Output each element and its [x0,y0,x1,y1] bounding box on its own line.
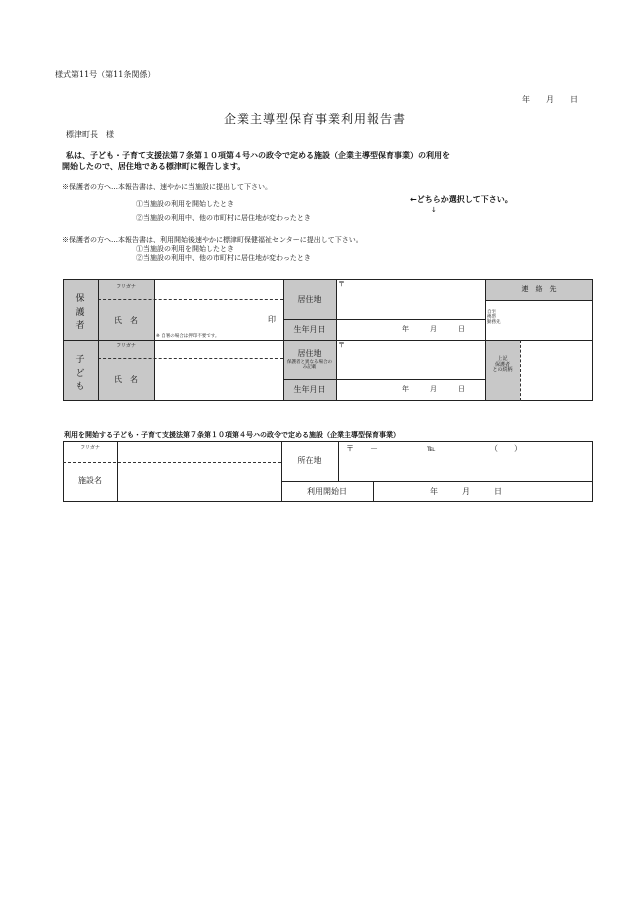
facility-name-field[interactable] [119,465,279,500]
col-divider [338,441,339,481]
phone-icon: ℡ [427,444,436,453]
note1-option2[interactable]: ②当施設の利用中、他の市町村に居住地が変わったとき [136,214,311,222]
note2-option1: ①当施設の利用を開始したとき [136,245,234,253]
name-label: 氏 名 [114,316,138,325]
furigana-label: フリガナ [116,343,136,349]
facility-postal[interactable]: 〒 － [346,444,378,453]
facility-furigana-label: フリガナ [80,445,100,451]
page-title: 企業主導型保育事業利用報告書 [223,112,406,126]
statement-line-2: 開始したので、居住地である標津町に報告します。 [62,162,246,171]
facility-section-heading: 利用を開始する子ども・子育て支援法第７条第１０項第４号ハの政令で定める施設（企業主導型保育事業） [64,431,400,439]
dashed-divider [98,358,283,359]
facility-furigana-field[interactable] [119,443,279,460]
postal-mark: 〒 [338,280,345,288]
child-name-field[interactable] [156,360,281,399]
birthdate-label: 生年月日 [293,325,326,334]
col-divider [373,481,374,502]
contact-field[interactable] [505,302,591,338]
date-line: 年 月 日 [522,95,578,104]
note2-option2: ②当施設の利用中、他の市町村に居住地が変わったとき [136,254,311,262]
dashed-divider [98,299,283,300]
contact-header: 連 絡 先 [521,285,557,293]
guardian-name-field[interactable] [156,301,266,333]
child-residence-field[interactable] [338,351,483,378]
facility-name-label: 施設名 [78,476,102,485]
furigana-label: フリガナ [116,284,136,290]
row-divider [281,481,593,482]
row-divider [283,379,485,380]
col-divider [117,441,118,502]
start-date-field[interactable]: 年 月 日 [430,487,502,496]
form-number: 様式第11号（第11条関係） [55,70,156,79]
seal-mark: 印 [268,315,276,324]
phone-area-code[interactable]: （ ） [490,444,522,453]
note1-option1[interactable]: ①当施設の利用を開始したとき [136,200,234,208]
down-arrow-icon: ↓ [431,206,437,214]
contact-types: 自宅 携帯 勤務先 [487,310,501,326]
child-birthdate-field[interactable]: 年 月 日 [402,385,465,393]
child-residence-label: 居住地 [297,349,322,358]
row-divider [63,340,593,341]
child-label: 子ども [75,355,85,392]
col-divider [336,279,337,401]
guardian-birthdate-field[interactable]: 年 月 日 [402,325,465,333]
col-divider [485,279,486,401]
statement-line-1: 私は、子ども・子育て支援法第７条第１０項第４号ハの政令で定める施設（企業主導型保育事業）の利用を [66,151,450,160]
child-birthdate-label: 生年月日 [293,385,326,394]
facility-location-label: 所在地 [297,456,322,465]
note1-intro: ※保護者の方へ…本報告書は、速やかに当施設に提出して下さい。 [62,183,272,191]
dashed-col-divider [520,340,521,401]
postal-mark: 〒 [338,341,345,349]
relation-field[interactable] [522,342,591,399]
col-divider [154,279,155,401]
guardian-residence-field[interactable] [338,290,483,318]
relation-label: 上記 保護者 との続柄 [492,356,513,373]
guardian-label: 保護者 [75,294,85,331]
guardian-furigana-field[interactable] [156,281,281,298]
name-label: 氏 名 [114,375,138,384]
facility-location-field[interactable] [340,456,591,479]
note2-intro: ※保護者の方へ…本報告書は、利用開始後速やかに標津町保健福祉センターに提出して下さい。 [62,236,363,244]
signature-note: ※ 自署の場合は押印不要です。 [156,334,220,339]
row-divider [283,319,485,320]
start-date-label: 利用開始日 [307,487,347,496]
child-furigana-field[interactable] [156,342,281,357]
row-divider [485,300,593,301]
dashed-divider [63,462,281,463]
addressee: 標津町長 様 [66,130,114,139]
choose-instruction: ←どちらか選択して下さい。 [410,195,513,204]
residence-label: 居住地 [297,295,322,304]
child-residence-note: 保護者と異なる場合のみ記載 [287,360,332,371]
